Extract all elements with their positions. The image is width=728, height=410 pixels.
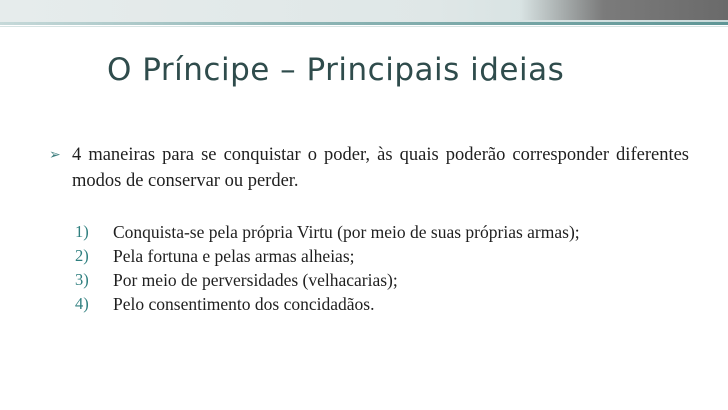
list-item <box>75 244 705 268</box>
list-item <box>75 292 705 316</box>
list-item-text: Pela fortuna e pelas armas alheias; <box>113 246 355 266</box>
list-item <box>75 268 705 292</box>
list-item-number: 1) <box>75 222 89 241</box>
list-item-number: 4) <box>75 294 89 313</box>
slide-title: O Príncipe – Principais ideias <box>107 52 565 88</box>
list-item-text: Conquista-se pela própria Virtu (por meio de suas próprias armas); <box>113 222 580 242</box>
top-bar-teal-band <box>0 22 728 25</box>
main-bullet-text: 4 maneiras para se conquistar o poder, às quais poderão corresponder diferentes modos de conservar ou perder. <box>72 145 689 191</box>
list-item-text: Pelo consentimento dos concidadãos. <box>113 294 375 314</box>
list-item-number: 2) <box>75 246 89 265</box>
arrow-bullet-icon: ➢ <box>49 147 61 163</box>
list-item-number: 3) <box>75 270 89 289</box>
numbered-list <box>75 220 705 316</box>
top-decorative-bar <box>0 0 728 22</box>
list-item <box>75 220 705 244</box>
list-item-text: Por meio de perversidades (velhacarias); <box>113 270 398 290</box>
main-bullet <box>49 142 689 194</box>
top-bar-dark-band <box>520 0 728 20</box>
top-bar-thin-line <box>0 26 728 27</box>
